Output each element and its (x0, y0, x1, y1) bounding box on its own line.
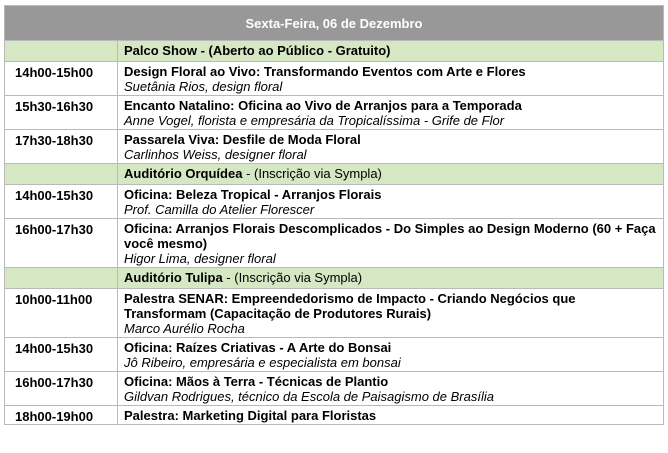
section-name: Auditório Tulipa (124, 270, 223, 285)
event-speaker: Anne Vogel, florista e empresária da Tropicalíssima - Grife de Flor (124, 113, 505, 128)
section-time-cell (5, 41, 118, 62)
event-time: 14h00-15h30 (5, 338, 118, 372)
event-row (5, 219, 664, 268)
event-time: 14h00-15h30 (5, 185, 118, 219)
event-time: 10h00-11h00 (5, 289, 118, 338)
event-speaker: Higor Lima, designer floral (124, 251, 276, 266)
event-cell (118, 219, 664, 268)
event-row (5, 96, 664, 130)
event-speaker: Prof. Camilla do Atelier Florescer (124, 202, 315, 217)
event-title: Palestra SENAR: Empreendedorismo de Impacto - Criando Negócios que Transformam (Capacitação de Produtores Rurais) (124, 291, 576, 321)
event-row (5, 130, 664, 164)
day-title: Sexta-Feira, 06 de Dezembro (5, 6, 664, 41)
section-row (5, 164, 664, 185)
section-row (5, 268, 664, 289)
section-note: - (Inscrição via Sympla) (222, 270, 363, 285)
event-speaker: Gildvan Rodrigues, técnico da Escola de Paisagismo de Brasília (124, 389, 494, 404)
section-name: Palco Show (124, 43, 197, 58)
event-cell (118, 96, 664, 130)
event-time: 14h00-15h00 (5, 62, 118, 96)
event-row (5, 289, 664, 338)
event-cell (118, 62, 664, 96)
event-speaker: Carlinhos Weiss, designer floral (124, 147, 307, 162)
event-title: Palestra: Marketing Digital para Floristas (124, 408, 377, 423)
event-title: Oficina: Mãos à Terra - Técnicas de Plantio (124, 374, 389, 389)
section-name: Auditório Orquídea (124, 166, 243, 181)
header-row (5, 6, 664, 41)
section-row (5, 41, 664, 62)
section-cell (118, 41, 664, 62)
section-note: - (Inscrição via Sympla) (242, 166, 382, 181)
event-cell (118, 130, 664, 164)
event-title: Design Floral ao Vivo: Transformando Eventos com Arte e Flores (124, 64, 526, 79)
section-cell (118, 164, 664, 185)
event-cell (118, 185, 664, 219)
event-title: Passarela Viva: Desfile de Moda Floral (124, 132, 361, 147)
event-row (5, 185, 664, 219)
event-title: Oficina: Beleza Tropical - Arranjos Florais (124, 187, 382, 202)
event-row (5, 62, 664, 96)
event-cell (118, 406, 664, 425)
event-time: 18h00-19h00 (5, 406, 118, 425)
schedule-table (4, 5, 664, 425)
event-title: Encanto Natalino: Oficina ao Vivo de Arranjos para a Temporada (124, 98, 522, 113)
event-speaker: Marco Aurélio Rocha (124, 321, 245, 336)
event-cell (118, 289, 664, 338)
event-time: 16h00-17h30 (5, 219, 118, 268)
schedule-body (5, 6, 664, 425)
event-title: Oficina: Arranjos Florais Descomplicados - Do Simples ao Design Moderno (60 + Faça você mesmo) (124, 221, 656, 251)
section-time-cell (5, 164, 118, 185)
event-row (5, 338, 664, 372)
section-note: - (Aberto ao Público - Gratuito) (196, 43, 391, 58)
event-title: Oficina: Raízes Criativas - A Arte do Bonsai (124, 340, 392, 355)
event-cell (118, 338, 664, 372)
event-speaker: Jô Ribeiro, empresária e especialista em bonsai (124, 355, 401, 370)
event-speaker: Suetânia Rios, design floral (124, 79, 283, 94)
event-row (5, 372, 664, 406)
event-time: 16h00-17h30 (5, 372, 118, 406)
event-cell (118, 372, 664, 406)
event-time: 15h30-16h30 (5, 96, 118, 130)
event-row (5, 406, 664, 425)
section-cell (118, 268, 664, 289)
event-time: 17h30-18h30 (5, 130, 118, 164)
section-time-cell (5, 268, 118, 289)
